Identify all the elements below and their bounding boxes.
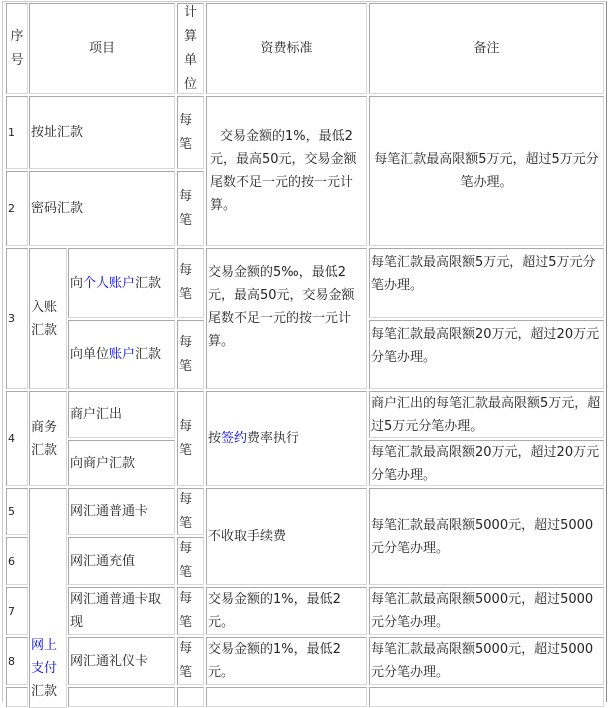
item-cell [68,248,175,318]
unit-cell [177,320,204,389]
item-cell: 网汇通普通卡 [68,488,175,535]
seq-cell [6,687,28,707]
account-link[interactable]: 账户 [109,347,136,362]
item-cell: 向商户汇款 [68,440,175,486]
seq-cell: 7 [6,587,28,635]
unit-cell [177,488,204,535]
item-cell [68,320,175,389]
note-cell: 每笔汇款最高限额20万元，超过20万元分笔办理。 [369,440,604,486]
unit-cell [177,248,204,318]
note-cell: 每笔汇款最高限额20万元，超过20万元分笔办理。 [369,320,604,389]
fee-text: 费率执行 [247,431,300,446]
unit-text: 每笔 [179,541,193,580]
group-text-post: 汇款 [31,684,58,699]
header-item: 项目 [29,3,175,94]
unit-cell [177,637,204,685]
unit-text: 每笔 [179,591,193,630]
fee-cell: 交易金额的5‰，最低2元，最高50元，交易金额尾数不足一元的按一元计算。 [206,248,367,389]
fee-cell: 交易金额的1%，最低2元，最高50元，交易金额尾数不足一元的按一元计算。 [206,96,367,246]
note-cell: 每笔汇款最高限额5万元，超过5万元分笔办理。 [369,248,604,318]
unit-cell [177,687,204,707]
fee-text: 按 [208,431,222,446]
group-text [31,634,61,703]
header-fee: 资费标准 [206,3,367,94]
seq-cell: 5 [6,488,28,535]
item-cell: 网汇通充值 [68,537,175,585]
header-seq-text: 序号 [10,28,24,68]
note-cell: 每笔汇款最高限额5万元，超过5万元分笔办理。 [369,96,604,246]
item-text: 向单位 [70,347,110,362]
unit-cell [177,391,204,486]
seq-cell: 4 [6,391,28,486]
group-cell [29,488,67,708]
item-cell: 网汇通普通卡取现 [68,587,175,635]
personal-account-link[interactable]: 个人账户 [83,275,136,291]
unit-text: 每笔 [179,334,193,374]
note-cell: 每笔汇款最高限额5000元，超过5000元分笔办理。 [369,587,604,635]
unit-text: 每笔 [179,112,193,152]
seq-cell: 6 [6,537,28,585]
group-cell [29,391,67,486]
seq-cell: 2 [6,171,28,246]
seq-cell: 1 [6,96,28,169]
item-cell: 密码汇款 [29,171,175,246]
fee-cell [206,391,367,486]
item-text: 汇款 [135,275,162,291]
header-unit-text: 计算单位 [183,4,197,92]
fee-cell: 交易金额的1%，最低2元。 [206,587,367,635]
online-payment-link[interactable]: 网上支付 [31,638,58,676]
note-cell: 商户汇出的每笔汇款最高限额5万元，超过5万元分笔办理。 [369,391,604,438]
item-text: 汇款 [135,347,162,362]
note-cell [369,687,604,707]
fee-cell: 不收取手续费 [206,488,367,585]
group-text: 商务汇款 [31,419,58,458]
unit-text: 每笔 [179,418,193,458]
group-cell [29,248,67,389]
fee-cell [206,687,367,707]
contract-link[interactable]: 签约 [221,431,248,446]
unit-cell [177,587,204,635]
fee-cell: 交易金额的1%，最低2元。 [206,637,367,685]
item-cell: 网汇通礼仪卡 [68,637,175,685]
unit-text: 每笔 [179,263,193,302]
item-text: 向 [70,275,84,291]
unit-cell [177,96,204,169]
header-unit [177,3,204,94]
group-text: 入账汇款 [31,299,58,338]
unit-text: 每笔 [179,188,193,228]
item-cell: 商户汇出 [68,391,175,438]
unit-text: 每笔 [179,641,193,680]
header-note: 备注 [369,3,604,94]
note-cell: 每笔汇款最高限额5000元，超过5000元分笔办理。 [369,488,604,585]
item-cell: 按址汇款 [29,96,175,169]
note-cell: 每笔汇款最高限额5000元，超过5000元分笔办理。 [369,637,604,685]
seq-cell: 3 [6,248,28,389]
header-seq [6,3,28,94]
seq-cell: 8 [6,637,28,685]
unit-cell [177,537,204,585]
unit-cell [177,171,204,246]
unit-text: 每笔 [179,491,193,531]
item-cell [68,687,175,707]
